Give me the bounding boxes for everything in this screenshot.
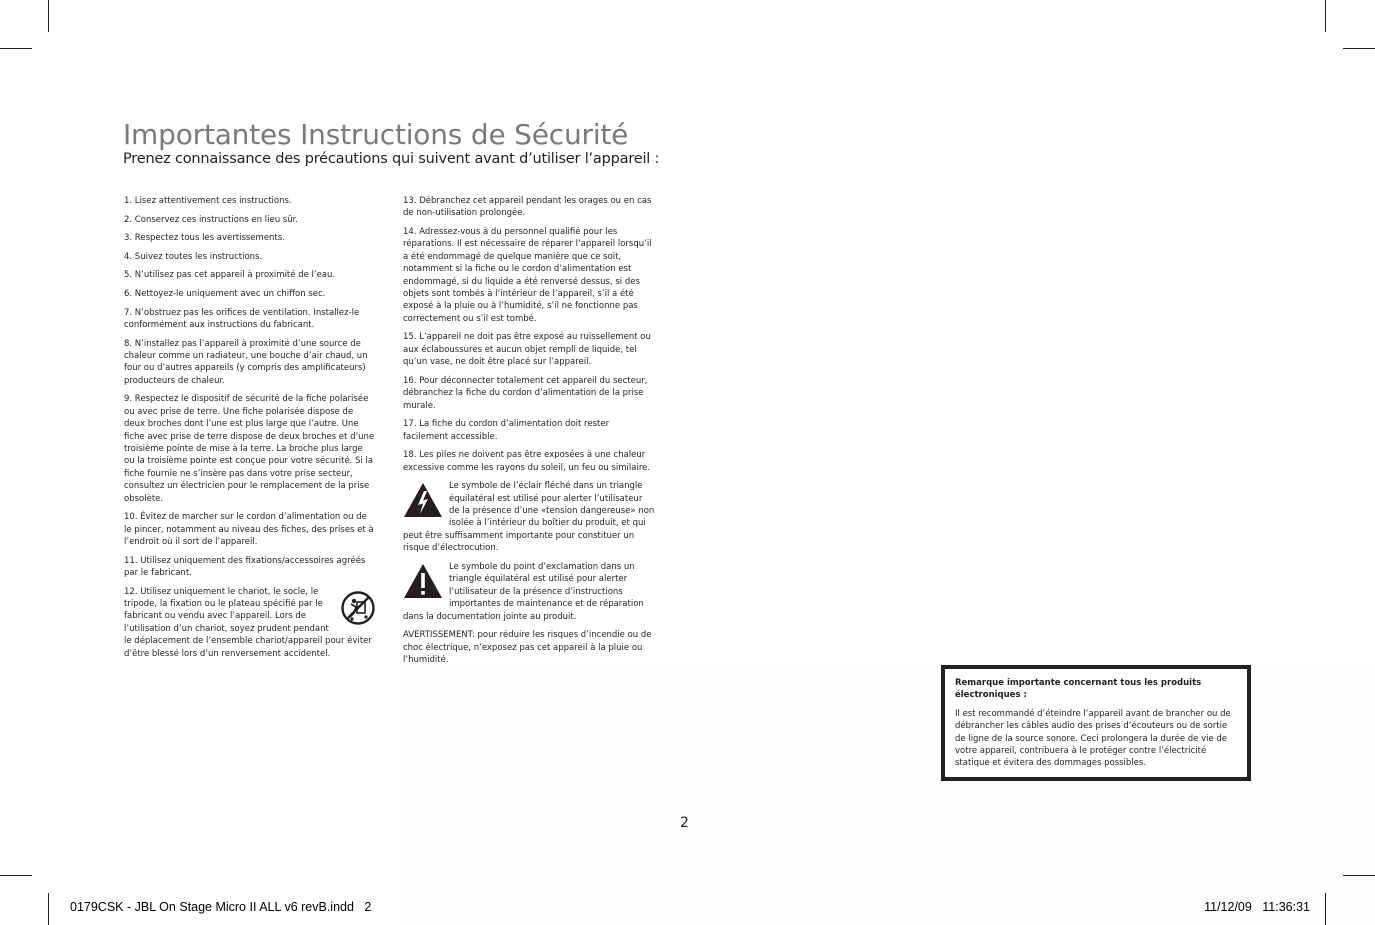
crop-mark xyxy=(48,893,49,925)
print-slug-datetime: 11/12/09 11:36:31 xyxy=(1204,900,1310,914)
crop-mark xyxy=(1343,48,1375,49)
instruction-item: 13. Débranchez cet appareil pendant les orages ou en cas de non-utilisation prolongée. xyxy=(403,196,652,219)
page-title: Importantes Instructions de Sécurité xyxy=(123,118,629,151)
instruction-item: 1. Lisez attentivement ces instructions. xyxy=(124,196,292,206)
lightning-warning-text: Le symbole de l’éclair fléché dans un triangle équilatéral est utilisé pour alerter l’utilisateur de la présence d’une «tension dangereuse» non isolée à l’intérieur du boîtier du produit, et qui peut être suffisamment importante pour constituer un risque d’électrocution. xyxy=(403,481,655,554)
instruction-item: 15. L’appareil ne doit pas être exposé au ruissellement ou aux éclaboussures et aucun objet rempli de liquide, tel qu’un vase, ne doit être placé sur l’appareil. xyxy=(403,332,651,368)
crop-mark xyxy=(0,875,32,876)
crop-mark xyxy=(1325,0,1326,32)
instruction-item: 3. Respectez tous les avertissements. xyxy=(124,233,285,244)
crop-mark xyxy=(0,48,32,49)
instruction-item-cart xyxy=(124,586,376,660)
instruction-item: 18. Les piles ne doivent pas être exposées à une chaleur excessive comme les rayons du soleil, un feu ou similaire. xyxy=(403,450,651,473)
instruction-item: 2. Conservez ces instructions en lieu sûr. xyxy=(124,214,299,225)
instruction-item: 8. N’installez pas l’appareil à proximité d’une source de chaleur comme un radiateur, une bouche d’air chaud, un four ou d’autres appareils (y compris des amplificateurs) producteurs de chaleur. xyxy=(124,338,368,386)
lightning-triangle-icon xyxy=(403,482,443,518)
instruction-item: 17. La fiche du cordon d’alimentation doit rester facilement accessible. xyxy=(403,419,610,442)
lightning-warning xyxy=(403,480,655,554)
tip-over-cart-icon xyxy=(340,590,376,626)
instruction-item: 6. Nettoyez-le uniquement avec un chiffon sec. xyxy=(124,288,326,299)
instruction-item: 16. Pour déconnecter totalement cet appareil du secteur, débranchez la fiche du cordon d’alimentation de la prise murale. xyxy=(403,375,648,411)
instruction-item: 10. Évitez de marcher sur le cordon d’alimentation ou de le pincer, notamment au niveau des fiches, des prises et à l’endroit où il sort de l’appareil. xyxy=(124,512,374,548)
notice-heading: Remarque importante concernant tous les produits électroniques : xyxy=(955,678,1202,701)
page-number: 2 xyxy=(680,815,689,831)
avertissement-text: AVERTISSEMENT: pour réduire les risques d’incendie ou de choc électrique, n’exposez pas cet appareil à la pluie ou l’humidité. xyxy=(403,630,652,665)
important-notice-box xyxy=(941,665,1251,781)
instruction-item: 11. Utilisez uniquement des fixations/accessoires agréés par le fabricant. xyxy=(124,555,366,579)
exclamation-triangle-icon xyxy=(403,563,443,599)
instruction-item: 4. Suivez toutes les instructions. xyxy=(124,251,263,262)
instruction-item: 14. Adressez-vous à du personnel qualifié pour les réparations. Il est nécessaire de réparer l’appareil lorsqu’il a été endommagé de quelque manière que ce soit, notamment si la fiche ou le cordon d’alimentation est endommagé, si du liquide a été renversé dessus, si des objets sont tombés à l’intérieur de l’appareil, s’il a été exposé à la pluie ou à l’humidité, s’il ne fonctionne pas correctement ou s’il est tombé. xyxy=(403,227,652,324)
instruction-item: 9. Respectez le dispositif de sécurité de la fiche polarisée ou avec prise de terre. Une fiche polarisée dispose de deux broches dont l’une est plus large que l’autre. Une fiche avec prise de terre dispose de deux broches et d’une troisième pointe de mise à la terre. La broche plus large ou la troisième pointe est conçue pour votre sécurité. Si la fiche fournie ne s’insère pas dans votre prise secteur, consultez un électricien pour le remplacement de la prise obsolète. xyxy=(124,394,375,504)
crop-mark xyxy=(1343,875,1375,876)
crop-mark xyxy=(48,0,49,32)
instructions-right-column xyxy=(403,195,655,673)
instruction-item: 7. N’obstruez pas les orifices de ventilation. Installez-le conformément aux instructions du fabricant. xyxy=(124,307,360,330)
instruction-item: 12. Utilisez uniquement le chariot, le socle, le tripode, la fixation ou le plateau spécifié par le fabricant ou vendu avec l’appareil. Lors de l’utilisation d’un chariot, soyez prudent pendant le déplacement de l’ensemble chariot/appareil pour éviter d’être blessé lors d’un renversement accidentel. xyxy=(124,586,372,659)
notice-body: Il est recommandé d’éteindre l’appareil avant de brancher ou de débrancher les câbles audio des prises d’écouteurs ou de sortie de ligne de la source sonore. Ceci prolongera la durée de vie de votre appareil, contribuera à le protéger contre l’électricité statique et évitera des dommages possibles. xyxy=(955,708,1231,769)
exclamation-warning xyxy=(403,561,655,623)
instructions-left-column xyxy=(124,195,376,666)
print-slug-filename: 0179CSK - JBL On Stage Micro II ALL v6 revB.indd 2 xyxy=(70,900,372,914)
exclamation-warning-text: Le symbole du point d’exclamation dans un triangle équilatéral est utilisé pour alerter l’utilisateur de la présence d’instructions importantes de maintenance et de réparation dans la documentation jointe au produit. xyxy=(403,561,644,622)
crop-mark xyxy=(1325,893,1326,925)
page-subtitle: Prenez connaissance des précautions qui suivent avant d’utiliser l’appareil : xyxy=(123,151,660,167)
instruction-item: 5. N’utilisez pas cet appareil à proximité de l’eau. xyxy=(124,270,336,281)
